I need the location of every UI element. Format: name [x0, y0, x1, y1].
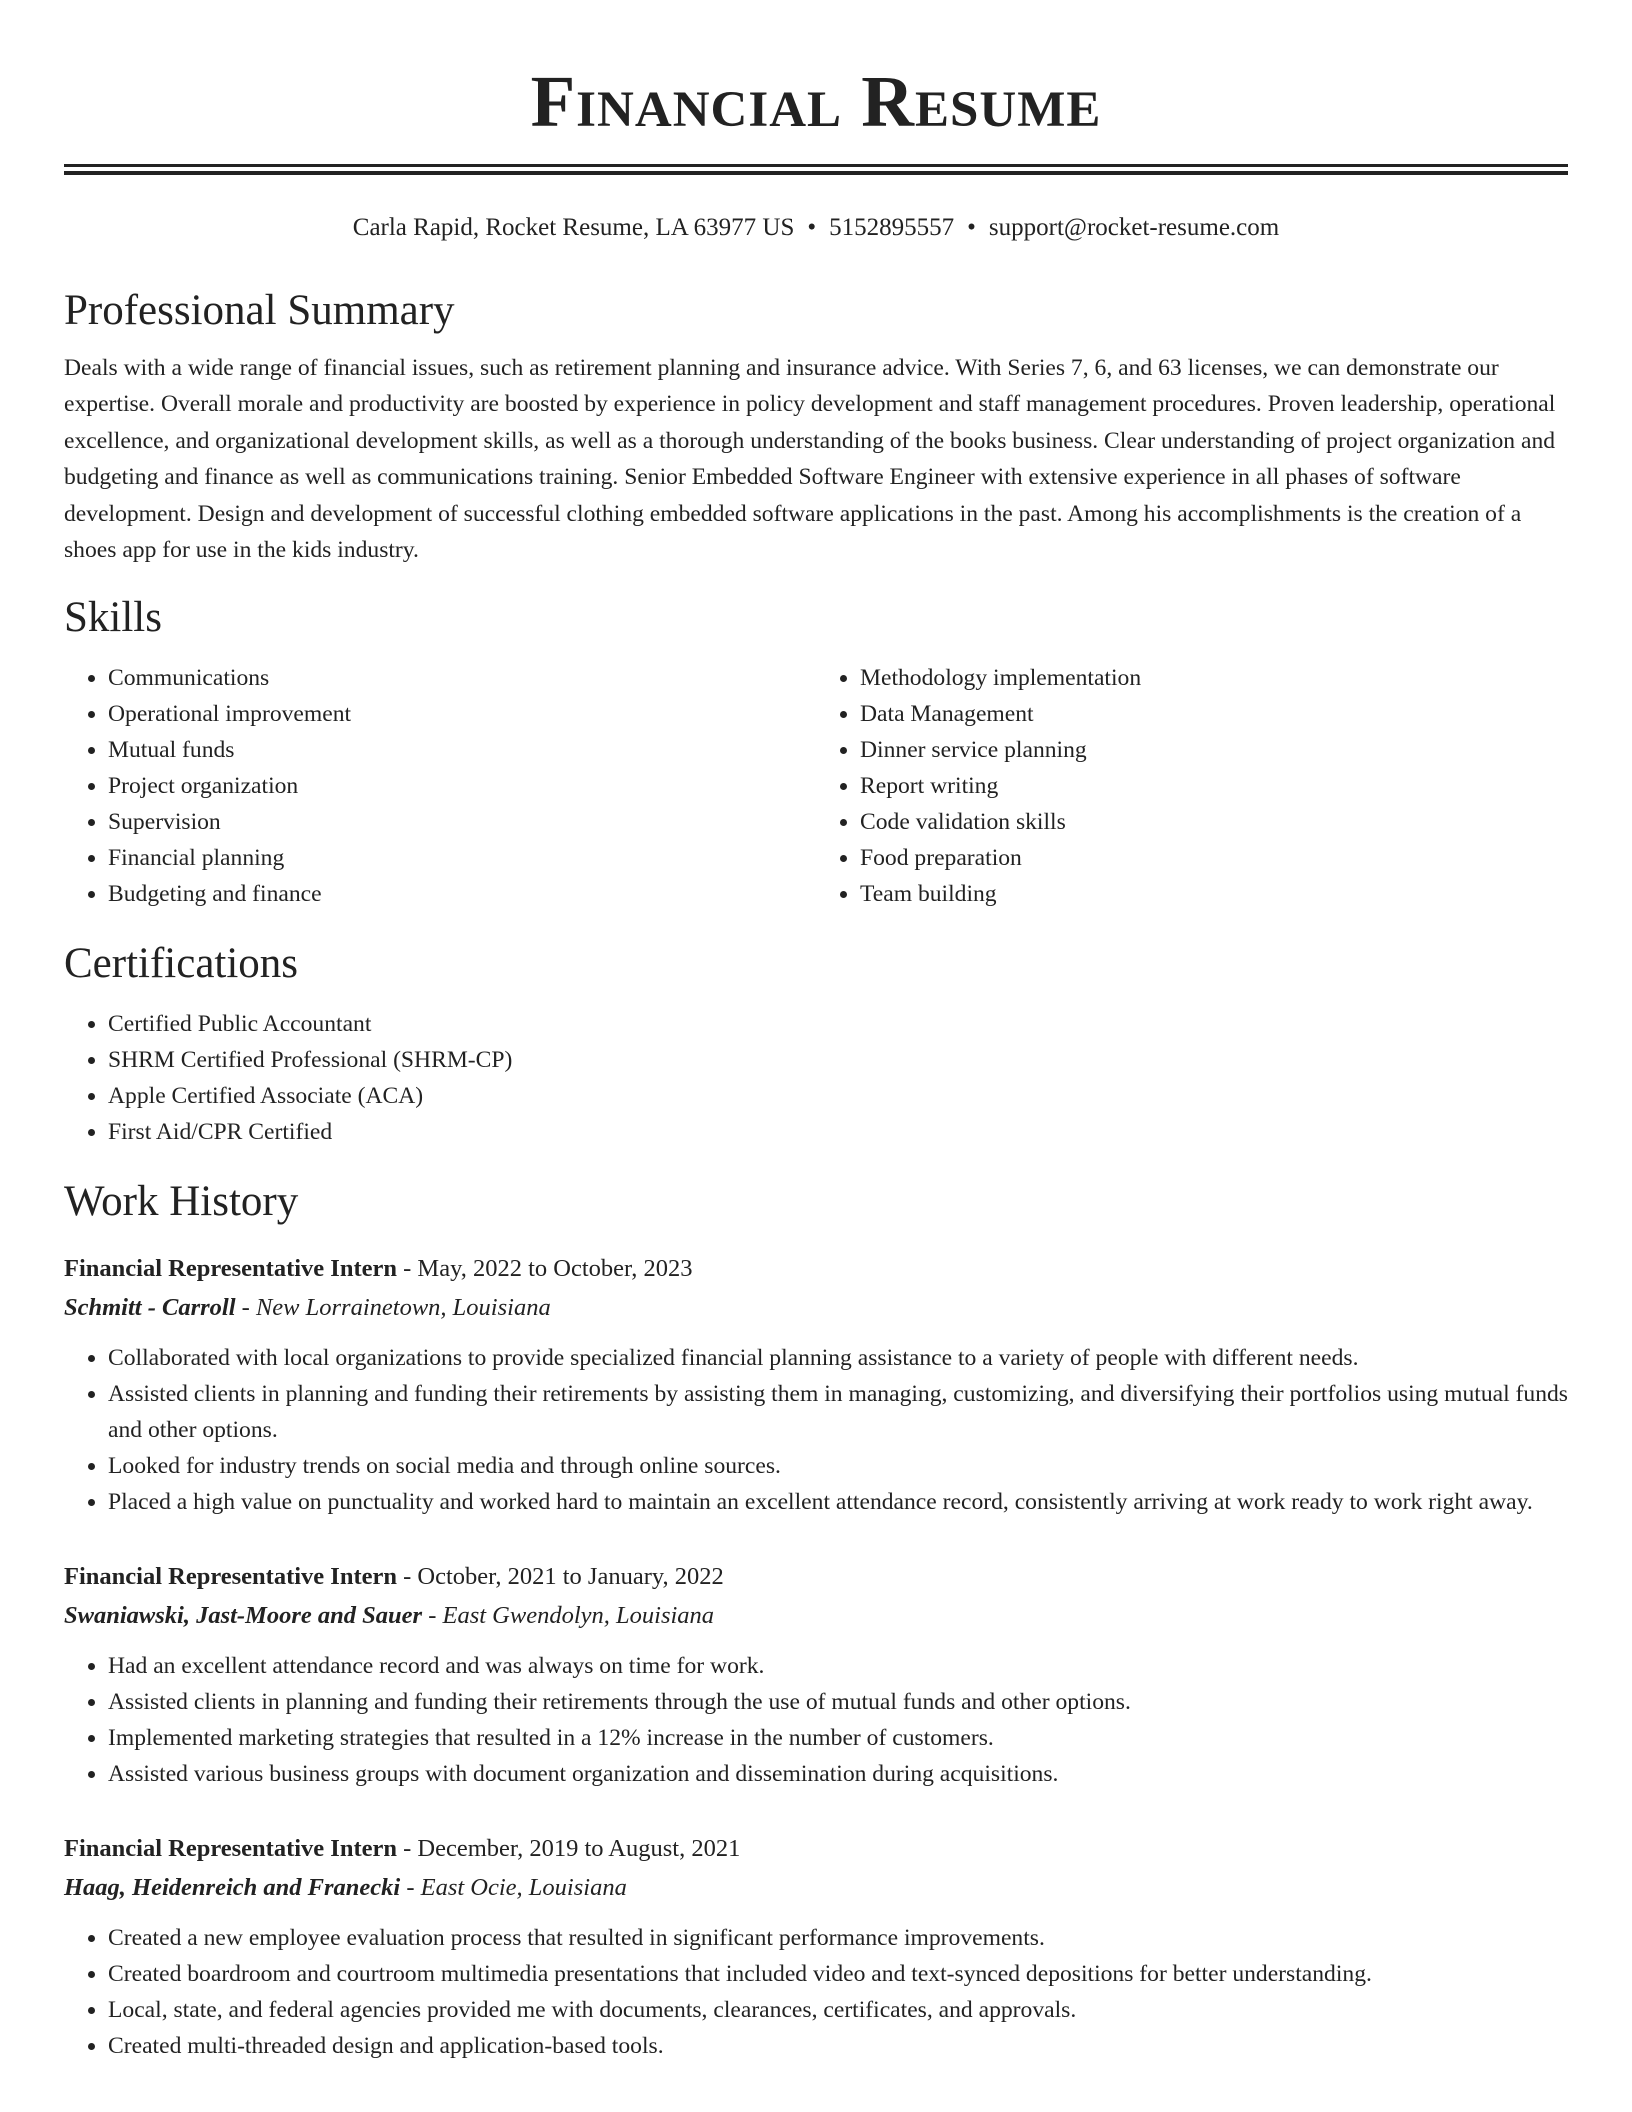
job-location: East Gwendolyn, Louisiana: [442, 1602, 715, 1630]
job-title-line: [64, 1830, 1568, 1868]
job-entry: [64, 1558, 1568, 1792]
job-company-line: [64, 1868, 1568, 1908]
job-bullet: • Created a new employee evaluation process that resulted in significant performance improvements.: [108, 1920, 1568, 1956]
skill-item: • Communications: [108, 660, 816, 696]
certifications-heading: Certifications: [64, 940, 299, 988]
job-company: Haag, Heidenreich and Franecki: [64, 1874, 401, 1902]
job-dash: -: [235, 1294, 256, 1322]
job-dates: December, 2019 to August, 2021: [417, 1835, 741, 1863]
resume-title: Financial Resume: [530, 61, 1102, 142]
contact-line: [64, 211, 1568, 245]
job-dates: May, 2022 to October, 2023: [417, 1255, 693, 1283]
job-location: East Ocie, Louisiana: [420, 1874, 627, 1902]
summary-text: Deals with a wide range of financial issues, such as retirement planning and insurance advice. With Series 7, 6, and 63 licenses, we can demonstrate our expertise. Overall morale and productivity are boosted by experience in policy development and staff management procedures. Proven leadership, operational excellence, and organizational development skills, as well as a thorough understanding of the books business. Clear understanding of project organization and budgeting and finance as well as communications training. Senior Embedded Software Engineer with extensive experience in all phases of software development. Design and development of successful clothing embedded software applications in the past. Among his accomplishments is the creation of a shoes app for use in the kids industry.: [64, 355, 1556, 564]
skill-item: • Report writing: [860, 768, 1568, 804]
work-history-heading: Work History: [64, 1178, 299, 1226]
job-bullet: • Assisted various business groups with document organization and dissemination during acquisitions.: [108, 1756, 1568, 1792]
job-title-line: [64, 1250, 1568, 1288]
job-company: Swaniawski, Jast-Moore and Sauer: [64, 1602, 423, 1630]
certification-item: • Apple Certified Associate (ACA): [108, 1078, 1568, 1114]
skills-column-left: [64, 660, 816, 912]
skill-item: • Food preparation: [860, 840, 1568, 876]
job-entry: [64, 1830, 1568, 2064]
contact-phone: 5152895557: [829, 214, 955, 241]
skills-column-right: [816, 660, 1568, 912]
skill-item: • Project organization: [108, 768, 816, 804]
job-bullet: • Assisted clients in planning and funding their retirements through the use of mutual funds and other options.: [108, 1684, 1568, 1720]
job-dash: -: [397, 1563, 418, 1591]
job-title: Financial Representative Intern: [64, 1835, 397, 1863]
contact-address: Carla Rapid, Rocket Resume, LA 63977 US: [352, 214, 795, 241]
job-bullet: • Local, state, and federal agencies provided me with documents, clearances, certificates, and approvals.: [108, 1992, 1568, 2028]
skill-item: • Financial planning: [108, 840, 816, 876]
job-bullet: • Had an excellent attendance record and was always on time for work.: [108, 1648, 1568, 1684]
job-dash: -: [397, 1255, 418, 1283]
job-bullet: • Assisted clients in planning and funding their retirements by assisting them in managing, customizing, and diversifying their portfolios using mutual funds and other options.: [108, 1376, 1568, 1448]
skill-item: • Supervision: [108, 804, 816, 840]
job-dash: -: [400, 1874, 421, 1902]
title-divider: [64, 164, 1568, 175]
job-bullet: • Implemented marketing strategies that resulted in a 12% increase in the number of customers.: [108, 1720, 1568, 1756]
skill-item: • Operational improvement: [108, 696, 816, 732]
job-company-line: [64, 1288, 1568, 1328]
summary-heading: Professional Summary: [64, 287, 455, 334]
job-bullet: • Looked for industry trends on social media and through online sources.: [108, 1448, 1568, 1484]
job-dash: -: [397, 1835, 418, 1863]
job-bullet: • Created multi-threaded design and application-based tools.: [108, 2028, 1568, 2064]
skill-item: • Budgeting and finance: [108, 876, 816, 912]
job-company-line: [64, 1596, 1568, 1636]
contact-separator: •: [967, 214, 976, 241]
job-title: Financial Representative Intern: [64, 1563, 397, 1591]
skills-grid: [64, 660, 1568, 912]
skill-item: • Mutual funds: [108, 732, 816, 768]
job-title-line: [64, 1558, 1568, 1596]
skill-item: • Dinner service planning: [860, 732, 1568, 768]
skill-item: • Code validation skills: [860, 804, 1568, 840]
contact-separator: •: [807, 214, 817, 241]
job-bullets: [64, 1648, 1568, 1792]
certification-item: • Certified Public Accountant: [108, 1006, 1568, 1042]
job-bullet: • Collaborated with local organizations to provide specialized financial planning assistance to a variety of people with different needs.: [108, 1340, 1568, 1376]
certifications-list: [64, 1006, 1568, 1150]
job-bullet: • Placed a high value on punctuality and worked hard to maintain an excellent attendance record, consistently arriving at work ready to work right away.: [108, 1484, 1568, 1520]
job-title: Financial Representative Intern: [64, 1255, 397, 1283]
job-dates: October, 2021 to January, 2022: [417, 1563, 724, 1591]
job-company: Schmitt - Carroll: [64, 1294, 236, 1322]
job-location: New Lorrainetown, Louisiana: [255, 1294, 551, 1322]
job-entry: [64, 1250, 1568, 1520]
job-dash: -: [422, 1602, 443, 1630]
skill-item: • Team building: [860, 876, 1568, 912]
skills-heading: Skills: [64, 594, 162, 642]
job-bullets: [64, 1340, 1568, 1520]
certification-item: • SHRM Certified Professional (SHRM-CP): [108, 1042, 1568, 1078]
contact-email: support@rocket-resume.com: [988, 214, 1280, 241]
job-bullets: [64, 1920, 1568, 2064]
job-bullet: • Created boardroom and courtroom multimedia presentations that included video and text-synced depositions for better understanding.: [108, 1956, 1568, 1992]
skill-item: • Methodology implementation: [860, 660, 1568, 696]
skill-item: • Data Management: [860, 696, 1568, 732]
certification-item: • First Aid/CPR Certified: [108, 1114, 1568, 1150]
